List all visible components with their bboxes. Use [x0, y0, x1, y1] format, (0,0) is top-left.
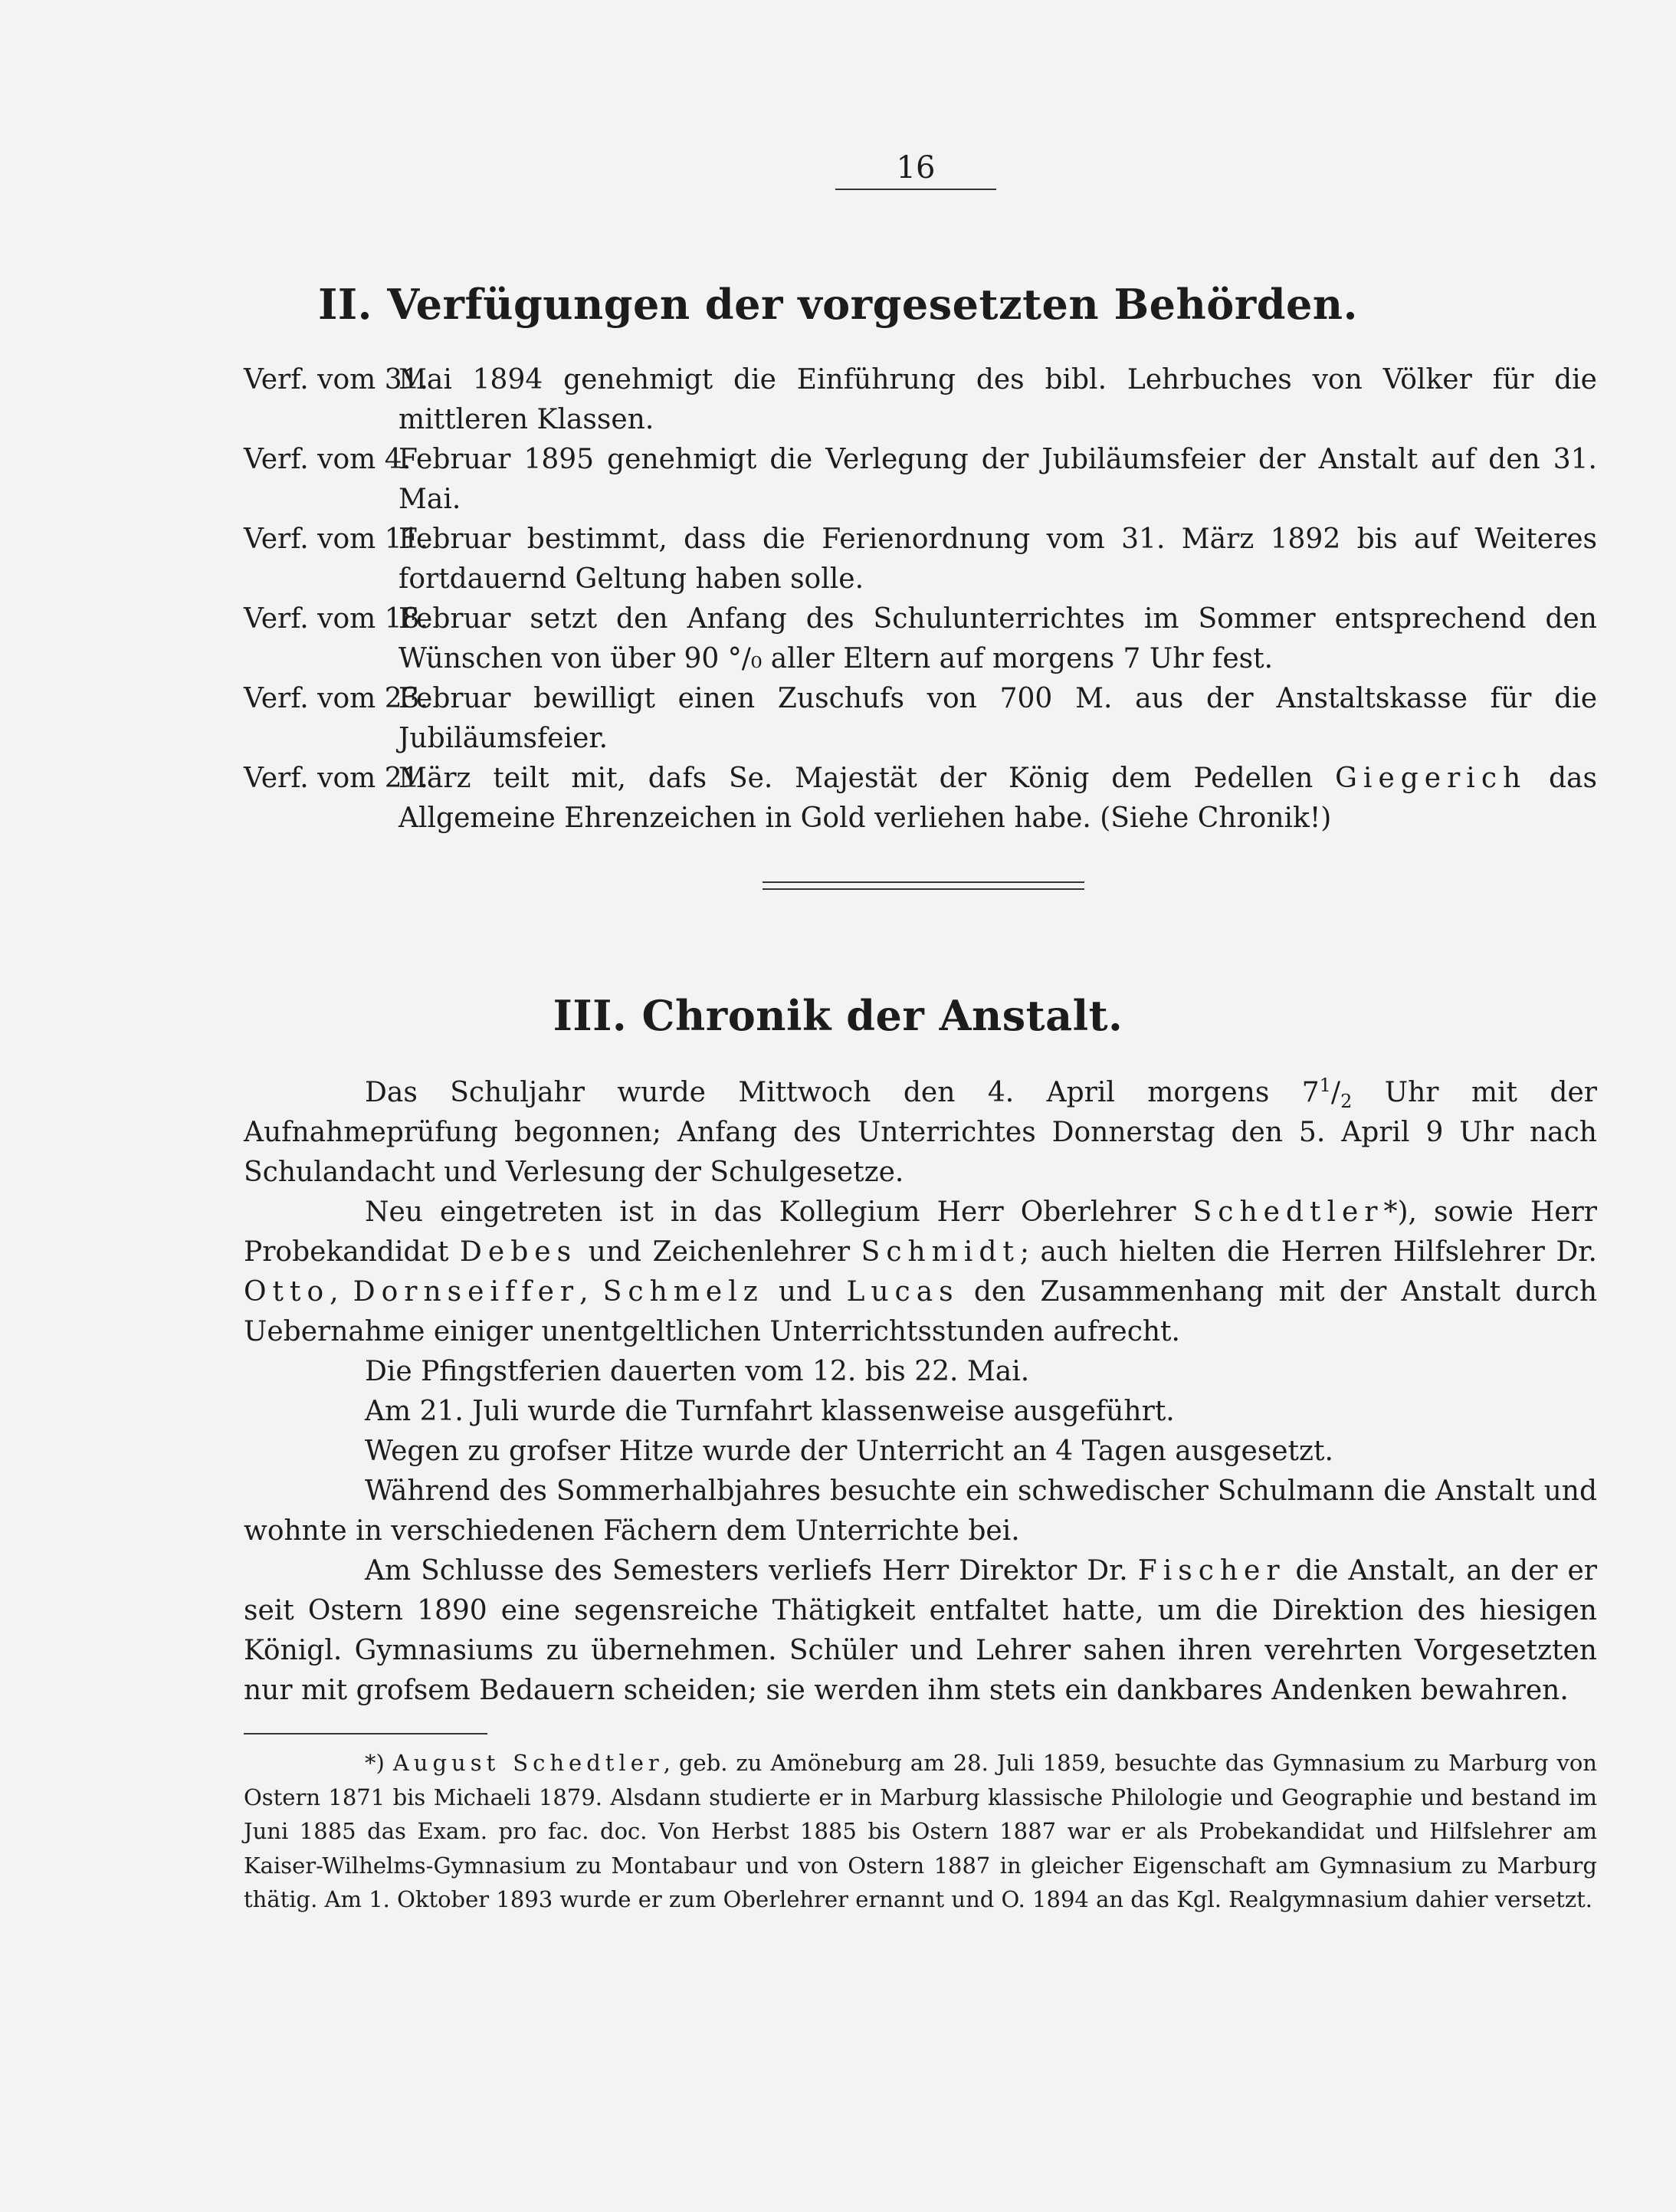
chronicle-text	[244, 1073, 1597, 1711]
paragraph: Wegen zu grofser Hitze wurde der Unterricht an 4 Tagen ausgesetzt.	[365, 1436, 1333, 1467]
order-text-part: März teilt mit, dafs Se. Majestät der König dem Pedellen	[399, 763, 1314, 794]
person-name: Schmelz	[602, 1276, 764, 1308]
fraction-numerator: 1	[1319, 1075, 1331, 1096]
text: ,	[330, 1276, 353, 1308]
person-name: Debes	[460, 1236, 578, 1268]
order-entry	[244, 599, 1597, 679]
order-label: Verf. vom 11.	[244, 523, 428, 555]
person-name: August Schedtler	[392, 1750, 664, 1776]
order-label: Verf. vom 23.	[244, 683, 428, 714]
order-label: Verf. vom 4.	[244, 444, 412, 475]
order-entry	[244, 520, 1597, 599]
text: die Anstalt, an der er seit Ostern 1890 eine segensreiche Thätigkeit entfaltet hatte, um die Direktion des hiesigen Königl. Gymnasiums zu übernehmen. Schüler und Lehrer sahen ihren verehrten Vorgesetzten nur mit grofsem Bedauern scheiden; sie werden ihm stets ein dankbares Andenken bewahren.	[244, 1555, 1598, 1706]
order-label: Verf. vom 18.	[244, 603, 428, 635]
fraction-denominator: 2	[1340, 1091, 1353, 1113]
order-label: Verf. vom 21.	[244, 763, 428, 794]
order-text: Februar bestimmt, dass die Ferienordnung vom 31. März 1892 bis auf Weiteres fortdauernd Geltung haben solle.	[399, 523, 1597, 595]
person-name: Otto	[244, 1276, 330, 1308]
text: ; auch hielten die Herren Hilfslehrer Dr.	[1019, 1236, 1597, 1268]
person-name: Fischer	[1137, 1555, 1286, 1587]
order-label: Verf. vom 31.	[244, 364, 428, 395]
order-text: Februar setzt den Anfang des Schulunterrichtes im Sommer entsprechend den Wünschen von über 90 °/₀ aller Eltern auf morgens 7 Uhr fest.	[399, 603, 1597, 674]
footnote	[244, 1746, 1597, 1917]
order-text: Mai 1894 genehmigt die Einführung des bibl. Lehrbuches von Völker für die mittleren Klassen.	[399, 364, 1597, 435]
text: den Zusammenhang mit der Anstalt durch Uebernahme einiger unentgeltlichen Unterrichtsstunden aufrecht.	[244, 1276, 1598, 1347]
text: und Zeichenlehrer	[577, 1236, 861, 1268]
paragraph	[244, 1193, 1597, 1352]
order-entry	[244, 759, 1597, 839]
footnote-rule	[244, 1733, 487, 1734]
person-name: Dornseiffer	[353, 1276, 580, 1308]
paragraph: Am 21. Juli wurde die Turnfahrt klassenweise ausgeführt.	[365, 1396, 1175, 1427]
order-text: Februar 1895 genehmigt die Verlegung der Jubiläumsfeier der Anstalt auf den 31. Mai.	[399, 444, 1597, 515]
order-entry	[244, 360, 1597, 440]
order-text	[399, 759, 1597, 839]
order-text-part: das Allgemeine Ehrenzeichen in Gold verliehen habe. (Siehe Chronik!)	[399, 763, 1597, 834]
text: *), sowie Herr Probekandidat	[244, 1196, 1597, 1268]
page-number-rule	[835, 189, 996, 190]
order-text: Februar bewilligt einen Zuschufs von 700 M. aus der Anstaltskasse für die Jubiläumsfeier.	[399, 683, 1597, 754]
paragraph	[244, 1551, 1597, 1711]
section-title-orders: II. Verfügungen der vorgesetzten Behörden.	[318, 280, 1358, 329]
footnote-text	[244, 1746, 1597, 1917]
person-name: Schedtler	[1192, 1196, 1384, 1228]
person-name: Schmidt	[861, 1236, 1020, 1268]
text: , geb. zu Amöneburg am 28. Juli 1859, besuchte das Gymnasium zu Marburg von Ostern 1871 bis Michaeli 1879. Alsdann studierte er in Marburg klassische Philologie und Geographie und bestand im Juni 1885 das Exam. pro fac. doc. Von Herbst 1885 bis Ostern 1887 war er als Probekandidat und Hilfslehrer am Kaiser-Wilhelms-Gymnasium zu Montabaur und von Ostern 1887 in gleicher Eigenschaft am Gymnasium zu Marburg thätig. Am 1. Oktober 1893 wurde er zum Oberlehrer ernannt und O. 1894 an das Kgl. Realgymnasium dahier versetzt.	[244, 1750, 1597, 1912]
section-title-chronicle: III. Chronik der Anstalt.	[553, 991, 1123, 1040]
paragraph: Die Pfingstferien dauerten vom 12. bis 22. Mai.	[365, 1356, 1030, 1387]
text: Neu eingetreten ist in das Kollegium Herr Oberlehrer	[365, 1196, 1193, 1228]
paragraph: Das Schuljahr wurde Mittwoch den 4. April morgens $7^1/_2$ Uhr mit der Aufnahmeprüfung begonnen; Anfang des Unterrichtes Donnerstag den 5. April 9 Uhr nach Schulandacht und Verlesung der Schulgesetze.	[244, 1075, 1597, 1188]
order-entry	[244, 679, 1597, 759]
footnote-marker: *)	[365, 1750, 393, 1776]
text: Am Schlusse des Semesters verliefs Herr Direktor Dr.	[365, 1555, 1138, 1587]
page-number: 16	[896, 150, 936, 185]
text: ,	[579, 1276, 603, 1308]
orders-list	[244, 360, 1597, 839]
person-name: Giegerich	[1335, 763, 1527, 794]
text: und	[763, 1276, 847, 1308]
order-entry	[244, 440, 1597, 520]
person-name: Lucas	[846, 1276, 959, 1308]
section-divider	[763, 888, 1084, 890]
text: Uhr mit der Aufnahmeprüfung begonnen; Anfang des Unterrichtes Donnerstag den 5. April 9 Uhr nach Schulandacht und Verlesung der Schulgesetze.	[244, 1077, 1597, 1188]
text: Das Schuljahr wurde Mittwoch den 4. April morgens 7	[365, 1077, 1320, 1108]
paragraph: Während des Sommerhalbjahres besuchte ein schwedischer Schulmann die Anstalt und wohnte in verschiedenen Fächern dem Unterrichte bei.	[244, 1475, 1597, 1547]
section-divider	[763, 881, 1084, 883]
